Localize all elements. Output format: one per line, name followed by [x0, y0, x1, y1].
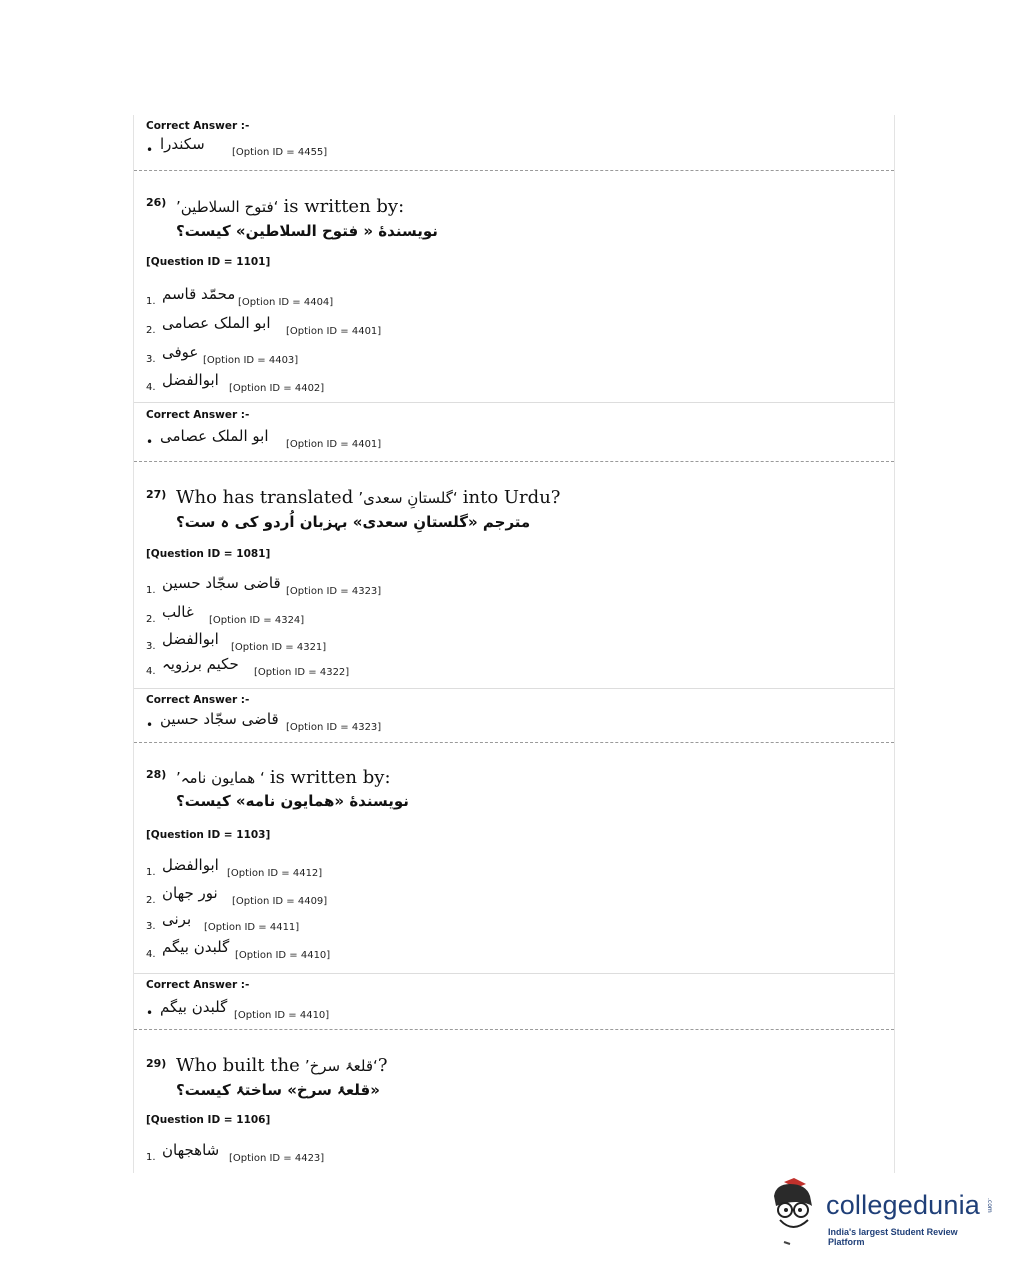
option — [146, 369, 446, 395]
question-text-en — [176, 1055, 387, 1076]
answer-text: ابو الملک عصامی — [160, 427, 269, 445]
option-text: ابو الملک عصامی — [162, 314, 271, 332]
option-number: 2. — [146, 614, 156, 625]
option — [146, 601, 446, 627]
question-text-ur-part: مترجم «گلستانِ سعدی» بہزبان اُردو کی ہ ست؟ — [176, 513, 531, 531]
bullet: • — [146, 435, 154, 449]
option-id: [Option ID = 4409] — [232, 896, 328, 907]
question-id: [Question ID = 1103] — [146, 829, 271, 841]
option-number: 3. — [146, 921, 156, 932]
bullet: • — [146, 143, 154, 157]
question-27 — [134, 461, 894, 689]
q28-answer-block — [134, 973, 894, 1030]
answer-text: قاضی سجّاد حسین — [160, 710, 279, 728]
bullet: • — [146, 718, 154, 732]
option-id: [Option ID = 4321] — [231, 642, 327, 653]
q27-answer — [146, 708, 446, 734]
option-text: گلبدن بیگم — [162, 938, 230, 956]
q25-answer — [146, 133, 446, 159]
option-number: 3. — [146, 641, 156, 652]
question-28 — [134, 742, 894, 974]
question-title-ur: ‘گلستانِ سعدی’ — [358, 489, 458, 507]
option-number: 1. — [146, 867, 156, 878]
option-id: [Option ID = 4423] — [229, 1153, 325, 1164]
option-text: برنی — [162, 910, 192, 928]
answer-option-id: [Option ID = 4323] — [286, 722, 382, 733]
question-number: 28) — [146, 768, 167, 781]
answer-option-id: [Option ID = 4401] — [286, 439, 382, 450]
question-29 — [134, 1029, 894, 1174]
option-number: 2. — [146, 895, 156, 906]
option-number: 3. — [146, 354, 156, 365]
question-text-en — [176, 196, 404, 217]
q26-answer-block — [134, 402, 894, 462]
option-text: محمّد قاسم — [162, 285, 236, 303]
option-number: 4. — [146, 666, 156, 677]
option — [146, 653, 446, 679]
question-26 — [134, 170, 894, 403]
option-text: ابوالفضل — [162, 371, 219, 389]
question-title-ur: ‘قلعۂ سرخ’ — [304, 1057, 378, 1075]
option — [146, 936, 446, 962]
option — [146, 628, 446, 654]
option — [146, 854, 446, 880]
question-text-ur-part: نویسندهٔ « فتوح السلاطین» کیست؟ — [176, 222, 438, 240]
question-text-en-part: is written by: — [283, 196, 405, 217]
answer-text: گلبدن بیگم — [160, 998, 228, 1016]
answer-text: سکندرا — [160, 135, 205, 153]
option-text: ابوالفضل — [162, 630, 219, 648]
question-paper-sheet — [133, 115, 895, 1173]
option-number: 1. — [146, 1152, 156, 1163]
option — [146, 283, 446, 309]
option-id: [Option ID = 4404] — [238, 297, 334, 308]
option-id: [Option ID = 4324] — [209, 615, 305, 626]
option-id: [Option ID = 4411] — [204, 922, 300, 933]
correct-answer-label: Correct Answer :- — [146, 694, 250, 706]
option-id: [Option ID = 4403] — [203, 355, 299, 366]
option — [146, 572, 446, 598]
option-number: 1. — [146, 585, 156, 596]
q28-answer — [146, 996, 446, 1022]
option-text: غالب — [162, 603, 194, 621]
option — [146, 312, 446, 338]
option-id: [Option ID = 4410] — [235, 950, 331, 961]
option-number: 1. — [146, 296, 156, 307]
answer-option-id: [Option ID = 4410] — [234, 1010, 330, 1021]
question-title-ur: ‘فتوح السلاطین’ — [176, 198, 279, 216]
question-text-ur — [176, 512, 530, 531]
option-id: [Option ID = 4402] — [229, 383, 325, 394]
option — [146, 908, 446, 934]
option-number: 2. — [146, 325, 156, 336]
question-text-en-part: Who built the — [176, 1055, 300, 1076]
logo-wordmark: collegedunia — [826, 1190, 981, 1220]
bullet: • — [146, 1006, 154, 1020]
question-text-ur-part: نویسندهٔ «همایون نامه» کیست؟ — [176, 792, 409, 810]
option-text: ابوالفضل — [162, 856, 219, 874]
logo-domain: .com — [986, 1198, 993, 1213]
question-text-en-part: into Urdu? — [462, 487, 561, 508]
correct-answer-label: Correct Answer :- — [146, 120, 250, 132]
question-text-ur-part: «قلعۂ سرخ» ساختۂ کیست؟ — [176, 1081, 380, 1099]
question-text-en-part: ? — [377, 1055, 388, 1076]
question-text-ur — [176, 791, 409, 810]
option-text: قاضی سجّاد حسین — [162, 574, 281, 592]
q27-answer-block — [134, 688, 894, 743]
option — [146, 882, 446, 908]
option-id: [Option ID = 4323] — [286, 586, 382, 597]
question-text-en-part: Who has translated — [176, 487, 354, 508]
collegedunia-logo[interactable] — [766, 1176, 996, 1246]
question-text-ur — [176, 1080, 380, 1099]
mascot-icon — [766, 1176, 824, 1246]
question-id: [Question ID = 1106] — [146, 1114, 271, 1126]
question-text-en-part: is written by: — [269, 767, 391, 788]
question-text-ur — [176, 221, 438, 240]
correct-answer-label: Correct Answer :- — [146, 409, 250, 421]
option-text: نور جهان — [162, 884, 218, 902]
logo-tagline: India's largest Student Review Platform — [828, 1227, 958, 1247]
option-number: 4. — [146, 949, 156, 960]
question-id: [Question ID = 1081] — [146, 548, 271, 560]
option-text: عوفی — [162, 343, 199, 361]
answer-option-id: [Option ID = 4455] — [232, 147, 328, 158]
question-id: [Question ID = 1101] — [146, 256, 271, 268]
question-text-en — [176, 767, 391, 788]
q25-answer-block — [134, 115, 894, 170]
option-text: شاهجهان — [162, 1141, 220, 1159]
option-id: [Option ID = 4412] — [227, 868, 323, 879]
question-title-ur: ‘ ھمایون نامہ’ — [176, 769, 265, 787]
question-number: 29) — [146, 1057, 167, 1070]
option-id: [Option ID = 4322] — [254, 667, 350, 678]
option — [146, 341, 446, 367]
option-id: [Option ID = 4401] — [286, 326, 382, 337]
q26-answer — [146, 425, 446, 451]
option — [146, 1139, 446, 1165]
option-number: 4. — [146, 382, 156, 393]
option-text: حکیم برزویہ — [162, 655, 239, 673]
correct-answer-label: Correct Answer :- — [146, 979, 250, 991]
question-number: 26) — [146, 196, 167, 209]
question-number: 27) — [146, 488, 167, 501]
question-text-en — [176, 487, 560, 508]
